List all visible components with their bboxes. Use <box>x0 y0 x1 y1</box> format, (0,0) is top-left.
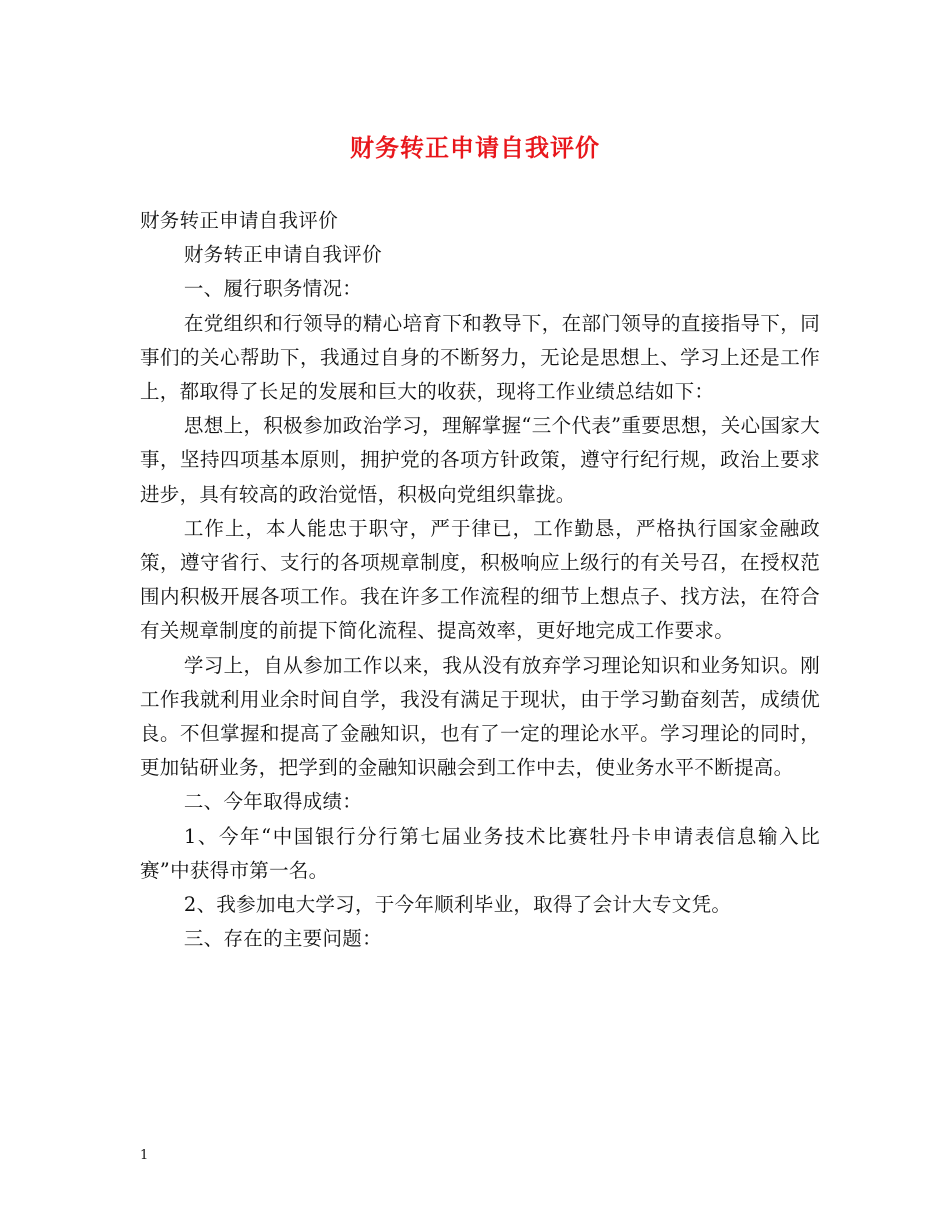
body-paragraph: 财务转正申请自我评价 <box>183 243 382 267</box>
body-paragraph: 学习上，自从参加工作以来，我从没有放弃学习理论知识和业务知识。刚工作我就利用业余时间自学，我没有满足于现状，由于学习勤奋刻苦，成绩优良。不但掌握和提高了金融知识，也有了一定的理论水平。学习理论的同时，更加钻研业务，把学到的金融知识融会到工作中去，使业务水平不断提高。 <box>140 653 820 780</box>
page-number: 1 <box>140 1148 149 1163</box>
body-paragraph: 二、今年取得成绩： <box>183 790 363 814</box>
body-paragraph: 工作上，本人能忠于职守，严于律已，工作勤恳，严格执行国家金融政策，遵守省行、支行的各项规章制度，积极响应上级行的有关号召，在授权范围内积极开展各项工作。我在许多工作流程的细节上想点子、找方法，在符合有关规章制度的前提下简化流程、提高效率，更好地完成工作要求。 <box>140 516 820 643</box>
body-paragraph: 思想上，积极参加政治学习，理解掌握“三个代表”重要思想，关心国家大事，坚持四项基本原则，拥护党的各项方针政策，遵守行纪行规，政治上要求进步，具有较高的政治觉悟，积极向党组织靠拢。 <box>140 414 820 506</box>
body-paragraph: 一、履行职务情况： <box>183 277 363 301</box>
body-paragraph: 财务转正申请自我评价 <box>140 209 339 232</box>
body-paragraph: 1、今年“中国银行分行第七届业务技术比赛牡丹卡申请表信息输入比赛”中获得市第一名。 <box>140 824 820 882</box>
document-title: 财务转正申请自我评价 <box>350 133 600 162</box>
body-paragraph: 在党组织和行领导的精心培育下和教导下，在部门领导的直接指导下，同事们的关心帮助下，我通过自身的不断努力，无论是思想上、学习上还是工作上，都取得了长足的发展和巨大的收获，现将工作业绩总结如下： <box>140 311 820 404</box>
document-body <box>140 204 820 956</box>
body-paragraph: 2、我参加电大学习，于今年顺利毕业，取得了会计大专文凭。 <box>183 893 732 917</box>
body-paragraph: 三、存在的主要问题： <box>183 927 382 951</box>
